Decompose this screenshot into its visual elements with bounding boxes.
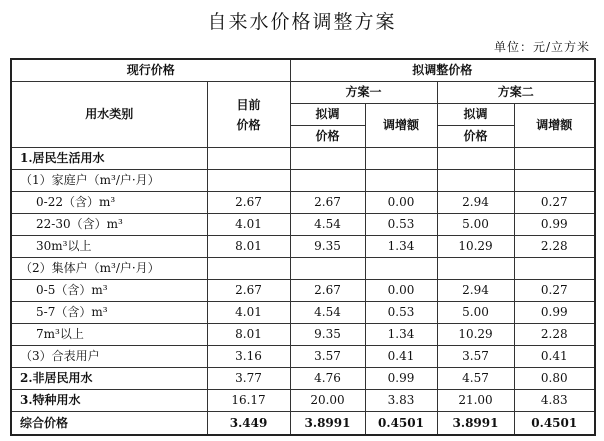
row-value: 3.57 xyxy=(437,346,514,368)
row-value: 2.67 xyxy=(290,280,365,302)
row-value xyxy=(437,170,514,192)
table-row xyxy=(11,170,595,192)
row-label: 0-5（含）m³ xyxy=(11,280,207,302)
row-value: 0.27 xyxy=(514,192,595,214)
row-label: 30m³以上 xyxy=(11,236,207,258)
row-value xyxy=(365,258,437,280)
row-value: 0.99 xyxy=(514,214,595,236)
row-label: 22-30（含）m³ xyxy=(11,214,207,236)
table-row xyxy=(11,302,595,324)
row-value xyxy=(207,148,290,170)
row-value: 0.00 xyxy=(365,280,437,302)
row-value: 3.57 xyxy=(290,346,365,368)
row-label: （1）家庭户（m³/户·月） xyxy=(11,170,207,192)
row-value: 0.4501 xyxy=(514,412,595,436)
row-value: 2.94 xyxy=(437,192,514,214)
row-value: 1.34 xyxy=(365,324,437,346)
row-value: 10.29 xyxy=(437,236,514,258)
row-value xyxy=(290,258,365,280)
row-value: 0.80 xyxy=(514,368,595,390)
row-value: 2.28 xyxy=(514,236,595,258)
row-value: 0.53 xyxy=(365,214,437,236)
row-value: 4.01 xyxy=(207,214,290,236)
header-plan2-adj-line2: 价格 xyxy=(437,126,514,148)
header-plan2-delta: 调增额 xyxy=(514,104,595,148)
row-value xyxy=(437,148,514,170)
row-value xyxy=(290,148,365,170)
row-value: 10.29 xyxy=(437,324,514,346)
row-value: 2.67 xyxy=(290,192,365,214)
row-value: 0.4501 xyxy=(365,412,437,436)
row-value: 0.27 xyxy=(514,280,595,302)
row-value xyxy=(365,148,437,170)
price-table xyxy=(10,58,596,436)
header-plan1: 方案一 xyxy=(290,82,437,104)
row-label: 3.特种用水 xyxy=(11,390,207,412)
header-plan1-adj-line1: 拟调 xyxy=(290,104,365,126)
page-title: 自来水价格调整方案 xyxy=(207,11,397,33)
row-value: 21.00 xyxy=(437,390,514,412)
row-value: 0.41 xyxy=(514,346,595,368)
row-value: 8.01 xyxy=(207,236,290,258)
row-value: 2.94 xyxy=(437,280,514,302)
row-value: 5.00 xyxy=(437,302,514,324)
header-plan1-adj-line2: 价格 xyxy=(290,126,365,148)
row-value: 3.449 xyxy=(207,412,290,436)
table-row xyxy=(11,214,595,236)
row-value: 20.00 xyxy=(290,390,365,412)
header-proposed: 拟调整价格 xyxy=(290,59,595,82)
row-value: 3.8991 xyxy=(437,412,514,436)
row-value xyxy=(514,258,595,280)
row-value: 4.57 xyxy=(437,368,514,390)
row-value: 4.54 xyxy=(290,214,365,236)
row-label: 7m³以上 xyxy=(11,324,207,346)
row-label: 1.居民生活用水 xyxy=(11,148,207,170)
row-value: 8.01 xyxy=(207,324,290,346)
row-value: 9.35 xyxy=(290,324,365,346)
row-value xyxy=(514,148,595,170)
row-label: （3）合表用户 xyxy=(11,346,207,368)
row-value: 4.83 xyxy=(514,390,595,412)
header-current-price xyxy=(207,82,290,148)
row-value: 4.76 xyxy=(290,368,365,390)
header-plan2: 方案二 xyxy=(437,82,595,104)
table-row xyxy=(11,280,595,302)
table-row xyxy=(11,258,595,280)
row-value xyxy=(207,170,290,192)
table-row xyxy=(11,236,595,258)
row-value: 4.54 xyxy=(290,302,365,324)
row-label: 综合价格 xyxy=(11,412,207,436)
row-value: 1.34 xyxy=(365,236,437,258)
row-value: 2.67 xyxy=(207,192,290,214)
unit-note: 单位：元/立方米 xyxy=(493,40,590,54)
row-value xyxy=(207,258,290,280)
table-row xyxy=(11,412,595,436)
row-value: 4.01 xyxy=(207,302,290,324)
row-value xyxy=(437,258,514,280)
row-value: 0.99 xyxy=(514,302,595,324)
row-value xyxy=(290,170,365,192)
row-value: 3.83 xyxy=(365,390,437,412)
row-value: 0.99 xyxy=(365,368,437,390)
row-value: 3.16 xyxy=(207,346,290,368)
table-row xyxy=(11,346,595,368)
table-row xyxy=(11,324,595,346)
row-value xyxy=(514,170,595,192)
table-row xyxy=(11,368,595,390)
header-plan1-delta: 调增额 xyxy=(365,104,437,148)
row-label: 2.非居民用水 xyxy=(11,368,207,390)
row-label: 0-22（含）m³ xyxy=(11,192,207,214)
header-current-price-line2: 价格 xyxy=(236,117,261,132)
header-current: 现行价格 xyxy=(11,59,290,82)
row-value: 16.17 xyxy=(207,390,290,412)
row-value xyxy=(365,170,437,192)
header-current-price-line1: 目前 xyxy=(236,97,261,112)
table-row xyxy=(11,192,595,214)
row-value: 0.00 xyxy=(365,192,437,214)
row-value: 5.00 xyxy=(437,214,514,236)
row-label: 5-7（含）m³ xyxy=(11,302,207,324)
header-plan2-adj-line1: 拟调 xyxy=(437,104,514,126)
row-value: 2.67 xyxy=(207,280,290,302)
row-value: 2.28 xyxy=(514,324,595,346)
row-value: 0.53 xyxy=(365,302,437,324)
table-row xyxy=(11,148,595,170)
header-category: 用水类别 xyxy=(11,82,207,148)
row-label: （2）集体户（m³/户·月） xyxy=(11,258,207,280)
row-value: 3.8991 xyxy=(290,412,365,436)
table-row xyxy=(11,390,595,412)
row-value: 3.77 xyxy=(207,368,290,390)
row-value: 0.41 xyxy=(365,346,437,368)
row-value: 9.35 xyxy=(290,236,365,258)
